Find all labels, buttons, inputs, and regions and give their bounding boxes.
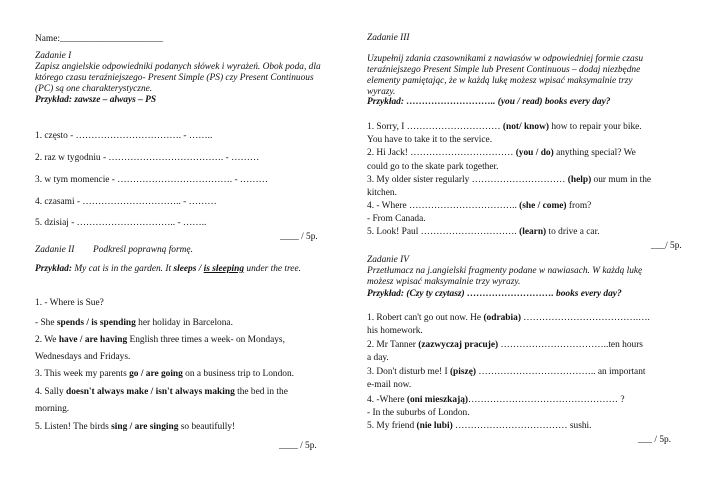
line-text: e-mail now. [367, 380, 412, 390]
task4-line-1 [367, 313, 650, 324]
task4-line-6 [367, 380, 411, 391]
task2-line-8 [35, 422, 235, 433]
line-text: 1. - Where is Sue? [35, 298, 104, 308]
task2-score: ____ / 5p. [279, 441, 317, 451]
task1-instruction-line-1: Zapisz angielskie odpowiedniki podanych słówek i wyrażeń. Obok poda, dla [35, 62, 321, 72]
line-phrase-hint: (odrabia) [483, 313, 521, 323]
task1-score: ____ / 5p. [280, 232, 318, 242]
task2-title: Zadanie II [35, 245, 75, 255]
line-verb-hint: (you / do) [515, 148, 554, 158]
line-text-end: so beautifully! [178, 422, 236, 432]
line-text: You have to take it to the service. [367, 135, 493, 145]
line-text: 2. We [35, 335, 59, 345]
task2-example-pre: My cat is in the garden. It [71, 264, 174, 274]
line-text: 4. -Where [367, 395, 407, 405]
task4-line-3 [367, 340, 643, 351]
task3-line-1 [367, 122, 642, 133]
line-text-end: anything special? We [553, 148, 636, 158]
line-text-end: from? [566, 201, 592, 211]
task1-instruction-line-2: którego czasu teraźniejszego- Present Simple (PS) czy Present Continuous [35, 73, 314, 83]
task1-item-4: 4. czasami - ………………………….. - ……… [35, 197, 217, 207]
line-text-end: our mum in the [591, 175, 652, 185]
task4-example: Przykład: (Czy ty czytasz) ………………………. books every day? [367, 289, 622, 299]
line-text: Wednesdays and Fridays. [35, 352, 131, 362]
line-text: 3. Don't disturb me! I [367, 367, 450, 377]
task3-line-5 [367, 175, 651, 186]
task1-title: Zadanie I [35, 51, 72, 61]
task3-instruction-line-1: Uzupełnij zdania czasownikami z nawiasów w odpowiedniej formie czasu [367, 54, 644, 64]
line-text: 4. - Where …………………………….. [367, 201, 520, 211]
task3-instruction-line-2: teraźniejszego Present Simple lub Present Continuous – dodaj niezbędne [367, 65, 641, 75]
task3-line-7 [367, 201, 591, 212]
line-text: his homework. [367, 326, 423, 336]
line-text: could go to the skate park together. [367, 162, 499, 172]
task3-example: Przykład: ……………………….. (you / read) books every day? [367, 97, 611, 107]
line-verb-hint: (learn) [519, 227, 547, 237]
line-text: - From Canada. [367, 214, 426, 224]
task4-instruction-line-2: możesz wpisać maksymalnie trzy wyrazy. [367, 277, 521, 287]
task3-line-6 [367, 188, 397, 199]
line-text-end: ………………………………………… ? [468, 395, 625, 405]
task4-line-5 [367, 367, 646, 378]
task2-example-option-1: sleeps / [173, 264, 204, 274]
task3-line-3 [367, 148, 636, 159]
line-text-end: ……………………………….. an important [475, 367, 646, 377]
line-text: 4. Sally [35, 387, 66, 397]
task3-score: ___/ 5p. [651, 241, 682, 251]
task2-example [35, 264, 301, 275]
line-text-end: ……………………………… sushi. [452, 421, 592, 431]
task4-instruction-line-1: Przetłumacz na j.angielski fragmenty podane w nawiasach. W każdą lukę [367, 266, 643, 276]
line-text-end: the bed in the [234, 387, 288, 397]
task3-instruction-line-4: wyrazy. [367, 87, 396, 97]
name-line: Name:______________________ [35, 34, 164, 44]
line-verb-hint: (help) [567, 175, 592, 185]
line-text-end: ……………………………..ten hours [498, 340, 643, 350]
task2-line-3 [35, 335, 285, 346]
task3-title: Zadanie III [367, 33, 410, 43]
task1-item-1: 1. często - ……………………………. - …….. [35, 131, 213, 141]
line-text-end: to drive a car. [546, 227, 600, 237]
line-text-end: how to repair your bike. [548, 122, 642, 132]
task4-title: Zadanie IV [367, 255, 409, 265]
line-phrase-hint: (piszę) [449, 367, 476, 377]
line-options: sing / are singing [111, 422, 179, 432]
task4-score: ___ / 5p. [638, 435, 672, 445]
task2-line-6 [35, 387, 288, 398]
task1-item-3: 3. w tym momencie - ………………………………. - ……… [35, 175, 269, 185]
line-text: a day. [367, 353, 389, 363]
line-verb-hint: (she / come) [519, 201, 567, 211]
task1-item-5: 5. dzisiaj - ………………………….. - …….. [35, 218, 207, 228]
task2-line-4 [35, 352, 130, 363]
line-text: kitchen. [367, 188, 397, 198]
task1-example: Przykład: zawsze – always – PS [35, 95, 157, 105]
task4-line-9 [367, 421, 592, 432]
line-verb-hint: (not/ know) [502, 122, 549, 132]
line-text-end: English three times a week- on Mondays, [127, 335, 285, 345]
line-text: - In the suburbs of London. [367, 408, 470, 418]
line-options: go / are going [129, 369, 183, 379]
task2-line-2 [35, 318, 233, 329]
task2-line-7 [35, 404, 69, 415]
task2-subtitle: Podkreśl poprawną formę. [93, 245, 193, 255]
line-text: 5. Listen! The birds [35, 422, 112, 432]
task2-example-post: under the tree. [244, 264, 301, 274]
line-text: 2. Hi Jack! …………………………… [367, 148, 516, 158]
line-options: have / are having [58, 335, 128, 345]
task3-line-9 [367, 227, 600, 238]
task3-line-2 [367, 135, 492, 146]
task2-line-1 [35, 298, 104, 309]
task4-line-2 [367, 326, 423, 337]
task2-heading [35, 245, 193, 256]
task2-line-5 [35, 369, 294, 380]
line-text: - She [35, 318, 57, 328]
line-phrase-hint: (oni mieszkają) [406, 395, 469, 405]
line-text-end: ……………………………….…. [520, 313, 650, 323]
line-text: 3. My older sister regularly ………………………… [367, 175, 568, 185]
line-text: 1. Sorry, I ………………………… [367, 122, 503, 132]
line-text: 1. Robert can't go out now. He [367, 313, 484, 323]
task3-instruction-line-3: elementy pamiętając, że w każdą lukę możesz wpisać maksymalnie trzy [367, 76, 633, 86]
task2-example-option-2-underlined: is sleeping [203, 264, 245, 274]
line-text: morning. [35, 404, 70, 414]
line-text-end: her holiday in Barcelona. [135, 318, 233, 328]
line-text: 2. Mr Tanner [367, 340, 419, 350]
task4-line-7 [367, 395, 625, 406]
task4-line-8 [367, 408, 470, 419]
task3-line-8 [367, 214, 426, 225]
line-text: 5. My friend [367, 421, 417, 431]
line-options: spends / is spending [56, 318, 136, 328]
task3-line-4 [367, 162, 498, 173]
line-options: doesn't always make / isn't always making [66, 387, 235, 397]
task2-example-label: Przykład: [35, 264, 72, 274]
line-text: 5. Look! Paul …………………………. [367, 227, 520, 237]
line-text: 3. This week my parents [35, 369, 130, 379]
line-text-end: on a business trip to London. [182, 369, 295, 379]
task1-item-2: 2. raz w tygodniu - ………………………………. - ……… [35, 153, 260, 163]
line-phrase-hint: (nie lubi) [416, 421, 453, 431]
task1-instruction-line-3: (PC) są one charakterystyczne. [35, 84, 153, 94]
line-phrase-hint: (zazwyczaj pracuje) [418, 340, 499, 350]
task4-line-4 [367, 353, 389, 364]
